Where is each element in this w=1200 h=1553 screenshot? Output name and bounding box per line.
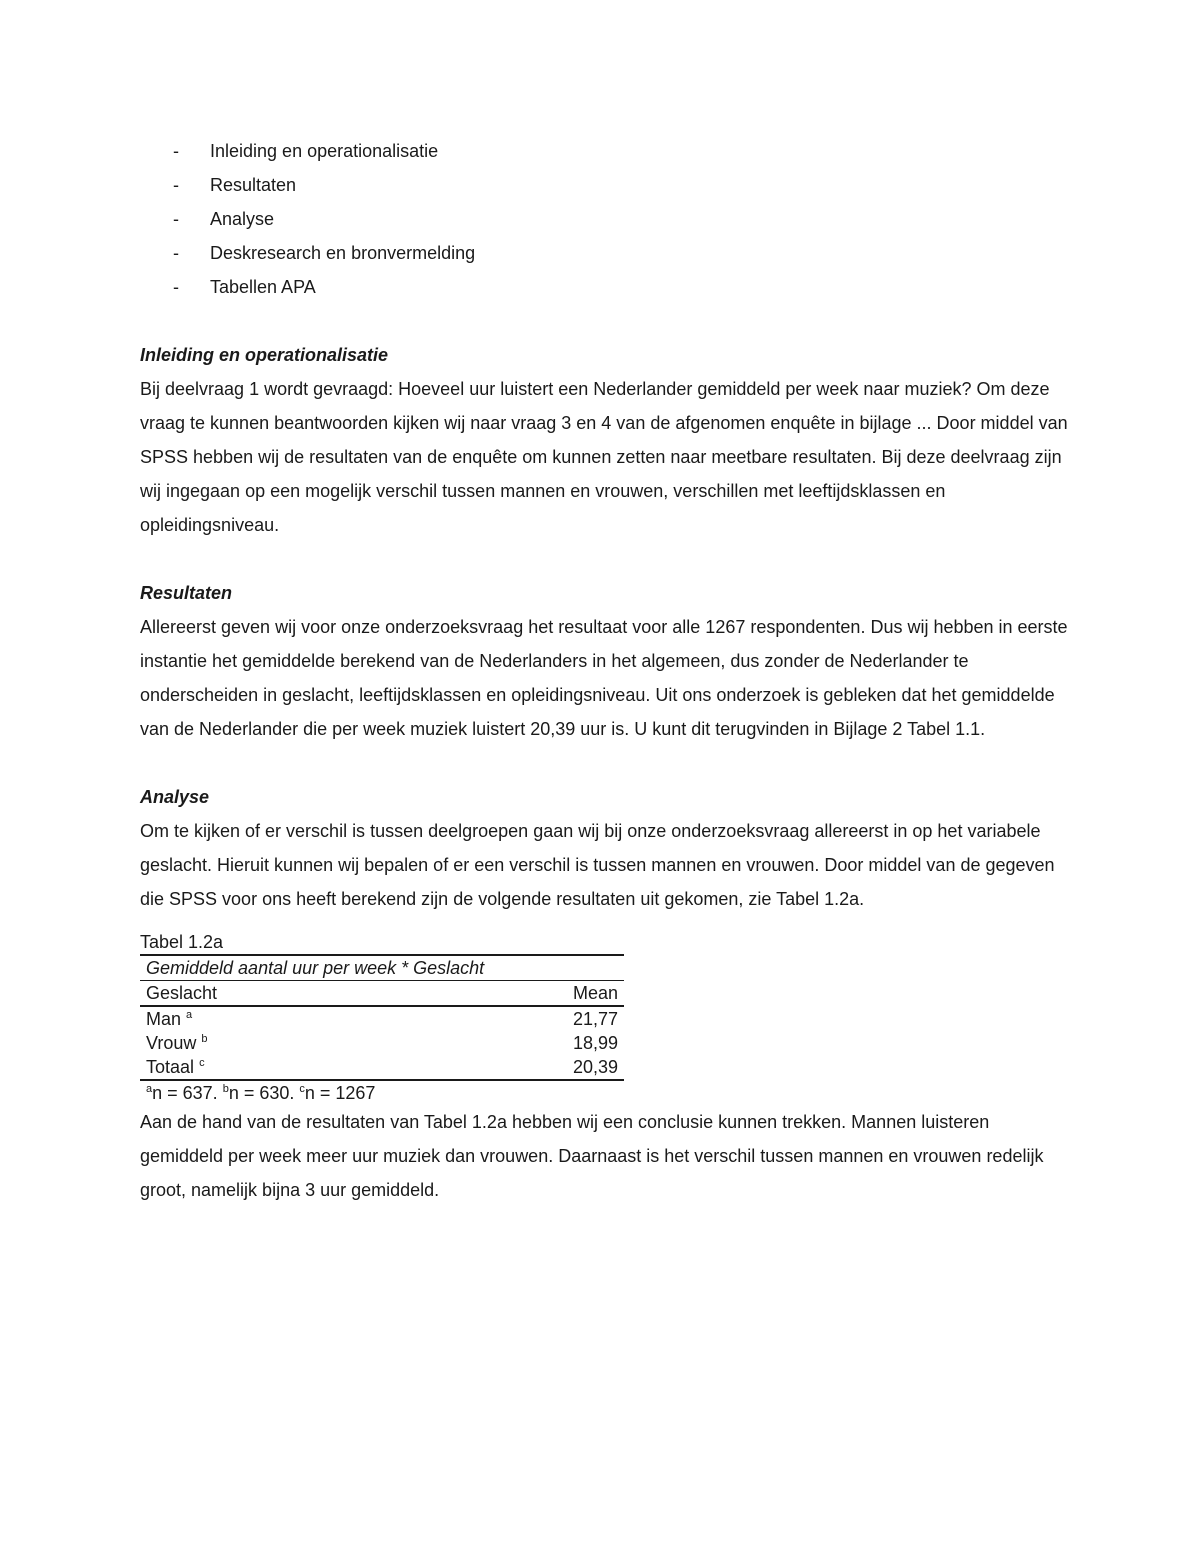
column-header-mean: Mean xyxy=(427,981,624,1007)
toc-item-label: Analyse xyxy=(210,209,275,229)
table-row xyxy=(140,1031,624,1055)
toc-item-label: Deskresearch en bronvermelding xyxy=(210,243,476,263)
section-heading-inleiding: Inleiding en operationalisatie xyxy=(140,345,389,365)
toc-item-label: Tabellen APA xyxy=(210,277,316,297)
table-title: Gemiddeld aantal uur per week * Geslacht xyxy=(140,955,624,981)
column-header-geslacht: Geslacht xyxy=(140,981,427,1007)
section-heading-resultaten: Resultaten xyxy=(140,583,233,603)
row-value: 18,99 xyxy=(572,1033,618,1053)
table-caption: Tabel 1.2a xyxy=(140,932,224,952)
row-label: Man $^a$ xyxy=(146,1009,193,1029)
table-row xyxy=(140,1055,624,1080)
apa-table xyxy=(140,930,624,1105)
row-value: 21,77 xyxy=(572,1009,618,1029)
toc-item: - Deskresearch en bronvermelding xyxy=(140,236,1070,270)
section-heading-analyse: Analyse xyxy=(140,787,210,807)
section-text-inleiding: Bij deelvraag 1 wordt gevraagd: Hoeveel uur luistert een Nederlander gemiddeld per week naar muziek? Om deze vraag te kunnen beantwoorden kijken wij naar vraag 3 en 4 van de afgenomen enquête in bijlage ... Door middel van SPSS hebben wij de resultaten van de enquête om kunnen zetten naar meetbare resultaten. Bij deze deelvraag zijn wij ingegaan op een mogelijk verschil tussen mannen en vrouwen, verschillen met leeftijdsklassen en opleidingsniveau. xyxy=(140,379,1068,535)
toc-item: - Tabellen APA xyxy=(140,270,1070,304)
section-text-resultaten: Allereerst geven wij voor onze onderzoeksvraag het resultaat voor alle 1267 respondenten. Dus wij hebben in eerste instantie het gemiddelde berekend van de Nederlanders in het algemeen, dus zonder de Nederlander te onderscheiden in geslacht, leeftijdsklassen en opleidingsniveau. Uit ons onderzoek is gebleken dat het gemiddelde van de Nederlander die per week muziek luistert 20,39 uur is. U kunt dit terugvinden in Bijlage 2 Tabel 1.1. xyxy=(140,617,1068,739)
toc-item-label: Inleiding en operationalisatie xyxy=(210,141,439,161)
row-value: 20,39 xyxy=(427,1055,624,1080)
table-row xyxy=(140,1006,624,1031)
document-page xyxy=(140,134,1070,1207)
toc-item-label: Resultaten xyxy=(210,175,297,195)
table-title-row xyxy=(140,955,624,981)
row-label: Totaal $^c$ xyxy=(140,1055,427,1080)
section-text-analyse: Om te kijken of er verschil is tussen deelgroepen gaan wij bij onze onderzoeksvraag allereerst in op het variabele geslacht. Hieruit kunnen wij bepalen of er een verschil is tussen mannen en vrouwen. Door middel van de gegeven die SPSS voor ons heeft berekend zijn de volgende resultaten uit gekomen, zie Tabel 1.2a. xyxy=(140,821,1055,909)
conclusion-text: Aan de hand van de resultaten van Tabel 1.2a hebben wij een conclusie kunnen trekken. Mannen luisteren gemiddeld per week meer uur muziek dan vrouwen. Daarnaast is het verschil tussen mannen en vrouwen redelijk groot, namelijk bijna 3 uur gemiddeld. xyxy=(140,1112,1044,1200)
toc-item: - Resultaten xyxy=(140,168,1070,202)
toc-item: - Inleiding en operationalisatie xyxy=(140,134,1070,168)
table-of-contents xyxy=(140,134,1070,304)
table-note: $^a$n = 637. $^b$n = 630. $^c$n = 1267 xyxy=(146,1083,376,1103)
row-label: Vrouw $^b$ xyxy=(146,1033,208,1053)
toc-item: - Analyse xyxy=(140,202,1070,236)
results-table xyxy=(140,954,624,1081)
table-header-row xyxy=(140,981,624,1007)
